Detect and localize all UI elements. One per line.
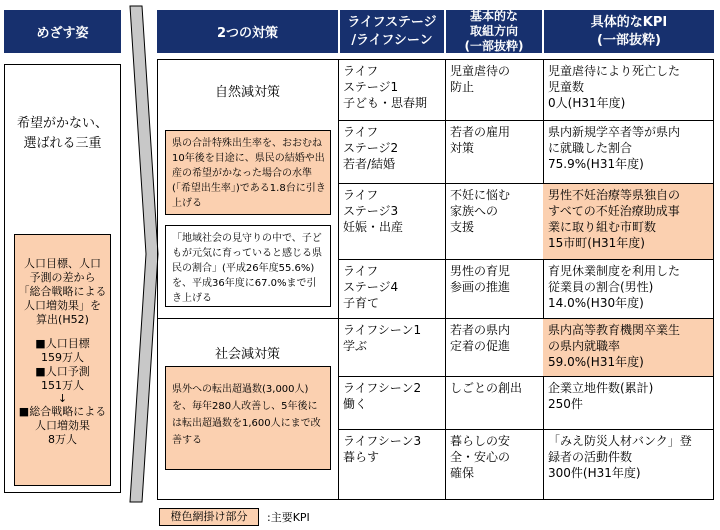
header-direction: 基本的な 取組方向 (一部抜粋) xyxy=(446,10,542,53)
migration-goal-box: 県外への転出超過数(3,000人)を、毎年280人改善し、5年後には転出超過数を1,600人にまで改善する xyxy=(165,366,331,470)
kpi-cell-7: 「みえ防災人材バンク」登 録者の活動件数 300件(H31年度) xyxy=(548,434,692,480)
direction-cell-1: 児童虐待の 防止 xyxy=(450,64,511,94)
stage-cell-4: ライフ ステージ4 子育て xyxy=(343,264,399,310)
direction-cell-4: 男性の育児 参画の推進 xyxy=(450,264,511,294)
direction-cell-7: 暮らしの安 全・安心の 確保 xyxy=(450,434,511,480)
population-effect-value: 8万人 xyxy=(48,433,77,446)
natural-decrease-title: 自然減対策 xyxy=(214,85,280,100)
stage-cell-3: ライフ ステージ3 妊娠・出産 xyxy=(343,188,404,234)
kpi-cell-3: 男性不妊治療等県独自の すべての不妊治療助成事 業に取り組む市町数 15市町(H31年度) xyxy=(543,184,713,259)
birthrate-goal-box: 県の合計特殊出生率を、おおむね10年後を目途に、県民の結婚や出産の希望がかなった場合の水準(「希望出生率」)である1.8台に引き上げる xyxy=(165,130,331,215)
population-effect-label: ■総合戦略による 人口増効果 xyxy=(18,405,107,432)
population-forecast-label: ■人口予測 xyxy=(35,365,90,378)
social-decrease-title: 社会減対策 xyxy=(214,347,280,362)
header-life-stage: ライフステージ /ライフシーン xyxy=(340,10,444,53)
kpi-cell-6: 企業立地件数(累計) 250件 xyxy=(548,381,654,411)
stage-cell-2: ライフ ステージ2 若者/結婚 xyxy=(343,125,399,171)
legend-description: :主要KPI xyxy=(267,511,310,524)
kpi-cell-4: 育児休業制度を利用した 従業員の割合(男性) 14.0%(H30年度) xyxy=(548,264,681,310)
kpi-cell-2: 県内新規学卒者等が県内 に就職した割合 75.9%(H31年度) xyxy=(548,125,681,171)
direction-cell-3: 不妊に悩む 家族への 支援 xyxy=(450,188,511,234)
direction-cell-6: しごとの創出 xyxy=(450,381,523,395)
population-estimate-text: 人口目標、人口 予測の差から 「総合戦略による 人口増効果」を 算出(H52) xyxy=(18,257,107,326)
kpi-cell-5: 県内高等教育機関卒業生 の県内就職率 59.0%(H31年度) xyxy=(543,319,713,376)
population-forecast-value: 151万人 xyxy=(41,379,84,392)
stage-cell-7: ライフシーン3 暮らす xyxy=(343,434,422,464)
direction-cell-5: 若者の県内 定着の促進 xyxy=(450,323,511,353)
down-arrow-icon: ↓ xyxy=(57,392,68,405)
stage-cell-6: ライフシーン2 働く xyxy=(343,381,422,411)
population-target-label: ■人口目標 xyxy=(35,337,90,350)
community-goal-box: 「地域社会の見守りの中で、子どもが元気に育っていると感じる県民の割合」(平成26年度55.6%)を、平成36年度に67.0%まで引き上げる xyxy=(165,225,331,307)
header-policy: 2つの対策 xyxy=(157,10,338,53)
stage-cell-1: ライフ ステージ1 子ども・思春期 xyxy=(343,64,428,110)
stage-cell-5: ライフシーン1 学ぶ xyxy=(343,323,422,353)
header-kpi: 具体的なKPI (一部抜粋) xyxy=(544,10,714,53)
vision-statement: 希望がかない、 選ばれる三重 xyxy=(16,116,108,151)
direction-cell-2: 若者の雇用 対策 xyxy=(450,125,511,155)
kpi-cell-1: 児童虐待により死亡した 児童数 0人(H31年度) xyxy=(548,64,681,110)
legend-swatch: 橙色網掛け部分 xyxy=(159,508,259,526)
vision-header: めざす姿 xyxy=(4,10,121,53)
population-target-value: 159万人 xyxy=(41,351,84,364)
